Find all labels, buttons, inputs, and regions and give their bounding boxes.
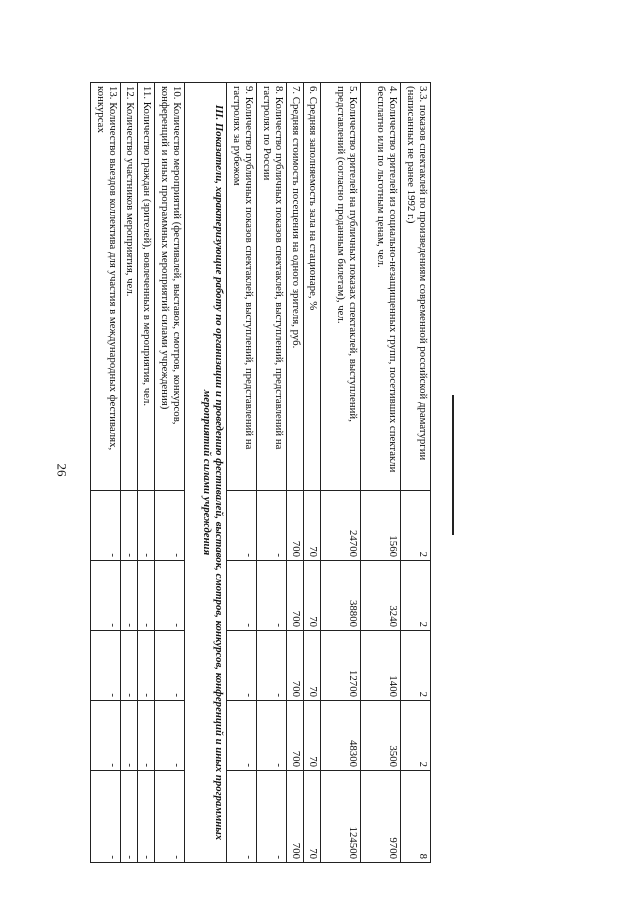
row-9-value-1: - — [227, 491, 257, 561]
row-10-value-2: - — [155, 561, 185, 631]
row-13-value-3: - — [91, 631, 121, 701]
row-13-label: 13. Количество выездов коллектива для участия в международных фестивалях, конкурсах — [91, 83, 121, 491]
row-7-value-5: 700 — [287, 771, 304, 863]
row-3-3-label: 3.3. показов спектаклей по произведениям современной российской драматургии (написанных не ранее 1992 г.) — [401, 83, 431, 491]
row-12-value-2: - — [121, 561, 138, 631]
row-6-value-1: 70 — [304, 491, 321, 561]
table-row — [401, 83, 431, 863]
row-11-value-5: - — [138, 771, 155, 863]
table-body — [91, 83, 431, 863]
row-4-label: 4. Количество зрителей из социально-незащищенных групп, посетивших спектакли бесплатно или по льготным ценам, чел. — [361, 83, 401, 491]
row-6-value-2: 70 — [304, 561, 321, 631]
row-5-value-1: 24700 — [321, 491, 361, 561]
row-3-3-value-2: 2 — [401, 561, 431, 631]
table-row — [91, 83, 121, 863]
row-8-value-2: - — [257, 561, 287, 631]
row-8-value-3: - — [257, 631, 287, 701]
row-7-value-2: 700 — [287, 561, 304, 631]
indicators-table — [90, 82, 431, 863]
section-row — [185, 83, 227, 863]
row-10-value-5: - — [155, 771, 185, 863]
table-row — [361, 83, 401, 863]
row-7-value-4: 700 — [287, 701, 304, 771]
row-4-value-2: 3240 — [361, 561, 401, 631]
row-6-value-4: 70 — [304, 701, 321, 771]
row-12-value-5: - — [121, 771, 138, 863]
row-7-label: 7. Средняя стоимость посещения на одного зрителя, руб. — [287, 83, 304, 491]
page-number: 26 — [54, 463, 70, 477]
row-5-label: 5. Количество зрителей на публичных показах спектаклей, выступлений, представлений (согласно проданным билетам), чел. — [321, 83, 361, 491]
row-13-value-2: - — [91, 561, 121, 631]
table-row — [304, 83, 321, 863]
row-4-value-3: 1400 — [361, 631, 401, 701]
row-6-value-3: 70 — [304, 631, 321, 701]
row-13-value-4: - — [91, 701, 121, 771]
row-8-value-4: - — [257, 701, 287, 771]
row-9-label: 9. Количество публичных показов спектаклей, выступлений, представлений на гастролях за рубежом — [227, 83, 257, 491]
row-8-value-5: - — [257, 771, 287, 863]
row-9-value-2: - — [227, 561, 257, 631]
row-10-label: 10. Количество мероприятий (фестивалей, выставок, смотров, конкурсов, конференций и иных программных мероприятий силами учреждения) — [155, 83, 185, 491]
row-9-value-3: - — [227, 631, 257, 701]
row-11-value-1: - — [138, 491, 155, 561]
row-3-3-value-4: 2 — [401, 701, 431, 771]
row-12-value-3: - — [121, 631, 138, 701]
row-3-3-value-3: 2 — [401, 631, 431, 701]
row-5-value-2: 38800 — [321, 561, 361, 631]
row-8-label: 8. Количество публичных показов спектаклей, выступлений, представлений на гастролях по России — [257, 83, 287, 491]
table-row — [121, 83, 138, 863]
table-row — [257, 83, 287, 863]
row-13-value-5: - — [91, 771, 121, 863]
row-3-3-value-1: 2 — [401, 491, 431, 561]
row-13-value-1: - — [91, 491, 121, 561]
table-row — [138, 83, 155, 863]
row-10-value-3: - — [155, 631, 185, 701]
table-row — [287, 83, 304, 863]
row-5-value-3: 12700 — [321, 631, 361, 701]
row-9-value-5: - — [227, 771, 257, 863]
table-row — [227, 83, 257, 863]
row-12-label: 12. Количество участников мероприятия, чел. — [121, 83, 138, 491]
row-10-value-1: - — [155, 491, 185, 561]
row-6-label: 6. Средняя заполняемость зала на стационаре, % — [304, 83, 321, 491]
section-3-header: III. Показатели, характеризующие работу по организации и проведению фестивалей, выставок, смотров, конкурсов, конференций и иных программных мероприятий силами учреждения — [185, 83, 227, 863]
row-11-value-2: - — [138, 561, 155, 631]
row-12-value-4: - — [121, 701, 138, 771]
row-7-value-1: 700 — [287, 491, 304, 561]
row-4-value-4: 3500 — [361, 701, 401, 771]
table-row — [155, 83, 185, 863]
row-4-value-1: 1560 — [361, 491, 401, 561]
row-6-value-5: 70 — [304, 771, 321, 863]
rotated-table-container — [91, 82, 431, 862]
row-11-value-4: - — [138, 701, 155, 771]
row-11-value-3: - — [138, 631, 155, 701]
row-11-label: 11. Количество граждан (зрителей), вовлеченных в мероприятия, чел. — [138, 83, 155, 491]
row-5-value-4: 48300 — [321, 701, 361, 771]
table-row — [321, 83, 361, 863]
row-9-value-4: - — [227, 701, 257, 771]
row-3-3-value-5: 8 — [401, 771, 431, 863]
row-10-value-4: - — [155, 701, 185, 771]
separator-line — [452, 395, 454, 535]
row-7-value-3: 700 — [287, 631, 304, 701]
row-4-value-5: 9700 — [361, 771, 401, 863]
row-5-value-5: 124500 — [321, 771, 361, 863]
row-12-value-1: - — [121, 491, 138, 561]
row-8-value-1: - — [257, 491, 287, 561]
